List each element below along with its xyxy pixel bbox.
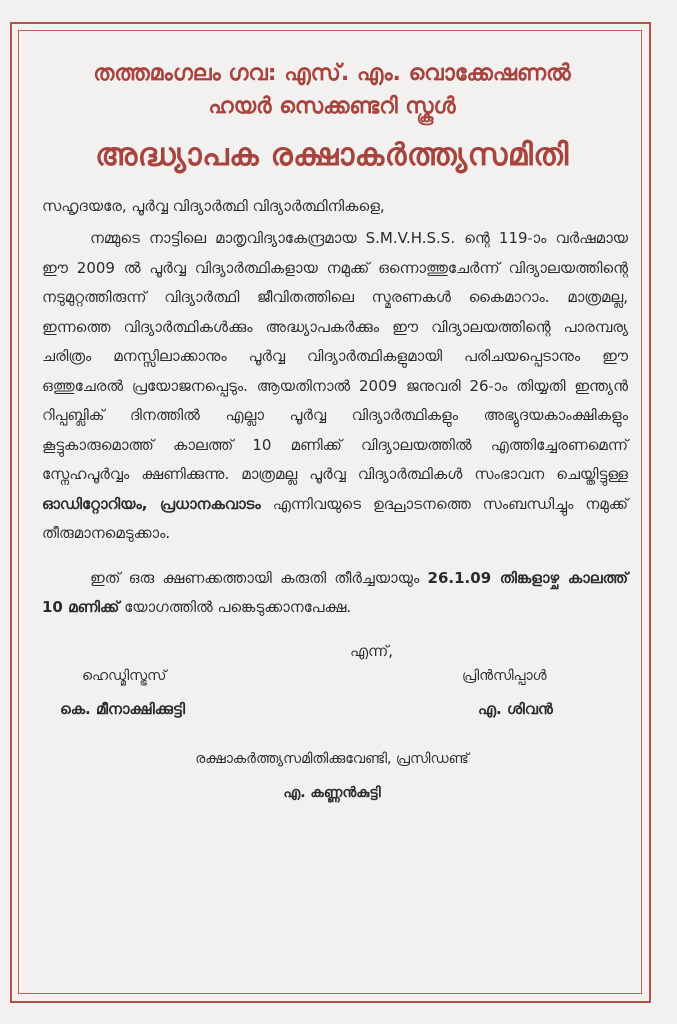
para2-text-a: ഇത് ഒരു ക്ഷണക്കത്തായി കരുതി തീര്‍ച്ചയായും [90,568,428,587]
school-name-line1: തത്തമംഗലം ഗവ: എസ്. എം. വൊക്കേഷണല്‍ [93,61,571,86]
signature-titles-row [30,664,634,698]
school-name-line2: ഹയര്‍ സെക്കണ്ടറി സ്കൂള്‍ [208,94,456,119]
closing-word: എന്ന്, [350,641,394,660]
president-name: എ. കണ്ണന്‍കുട്ടി [283,784,381,801]
signature-names-row [30,698,634,732]
para2-bold-text: 26.1.09 തിങ്കളാഴ്ച കാലത്ത് 10 മണിക്ക് [42,568,628,616]
principal-name: എ. ശിവന്‍ [478,699,553,718]
committee-line: രക്ഷാകര്‍ത്ത്യസമിതിക്കുവേണ്ടി, പ്രസിഡണ്ട് [195,750,469,767]
body-paragraph-2 [42,564,628,623]
para1-bold-text: ഓഡിറ്റോറിയം, പ്രധാനകവാടം [42,494,261,513]
headmistress-title: ഹെഡ്മിസ്ട്രസ് [82,667,167,684]
headmistress-name: കെ. മീനാക്ഷിക്കുട്ടി [60,699,185,718]
principal-title: പ്രിന്‍സിപ്പാള്‍ [462,667,547,684]
body-paragraph-1 [42,224,628,549]
para1-text-b: എന്നിവയുടെ ഉദ്ഘാടനത്തെ സംബന്ധിച്ചും നമുക്ക് തീരുമാനമെടുക്കാം. [42,494,628,542]
salutation: സഹൃദയരേ, പൂര്‍വ്വ വിദ്യാര്‍ത്ഥി വിദ്യാര്‍ത്ഥിനികളെ, [42,197,385,215]
notice-content [30,40,634,806]
para1-text-a: നമ്മുടെ നാട്ടിലെ മാതൃവിദ്യാകേന്ദ്രമായ S.M.V.H.S.S. ന്റെ 119-ാം വര്‍ഷമായ ഈ 2009 ല്‍ പൂര്‍വ്വ വിദ്യാര്‍ത്ഥികളായ നമുക്ക് ഒന്നൊത്തുചേര്‍ന്ന് വിദ്യാലയത്തിന്റെ നടുമുറ്റത്തിരുന്ന് വിദ്യാര്‍ത്ഥി ജീവിതത്തിലെ സ്മരണകള്‍ കൈമാറാം. മാത്രമല്ല, ഇന്നത്തെ വിദ്യാര്‍ത്ഥികള്‍ക്കും അദ്ധ്യാപകര്‍ക്കും ഈ വിദ്യാലയത്തിന്റെ പാരമ്പര്യ ചരിത്രം മനസ്സിലാക്കാനും പൂര്‍വ്വ വിദ്യാര്‍ത്ഥികളുമായി പരിചയപ്പെടാനും ഈ ഒത്തുചേരല്‍ പ്രയോജനപ്പെടും. ആയതിനാല്‍ 2009 ജനുവരി 26-ാം തിയ്യതി ഇന്ത്യന്‍ റിപ്പബ്ലിക് ദിനത്തില്‍ എല്ലാ പൂര്‍വ്വ വിദ്യാര്‍ത്ഥികളും അഭ്യുദയകാംക്ഷികളും കൂട്ടുകാരുമൊത്ത് കാലത്ത് 10 മണിക്ക് വിദ്യാലയത്തില്‍ എത്തിച്ചേരണമെന്ന് സ്നേഹപൂര്‍വ്വം ക്ഷണിക്കുന്നു. മാത്രമല്ല പൂര്‍വ്വ വിദ്യാര്‍ത്ഥികള്‍ സംഭാവന ചെയ്തിട്ടുള്ള [42,229,628,483]
para2-text-b: യോഗത്തില്‍ പങ്കെടുക്കാനപേക്ഷ. [119,598,352,616]
notice-title: അദ്ധ്യാപക രക്ഷാകര്‍ത്ത്യസമിതി [95,137,569,173]
